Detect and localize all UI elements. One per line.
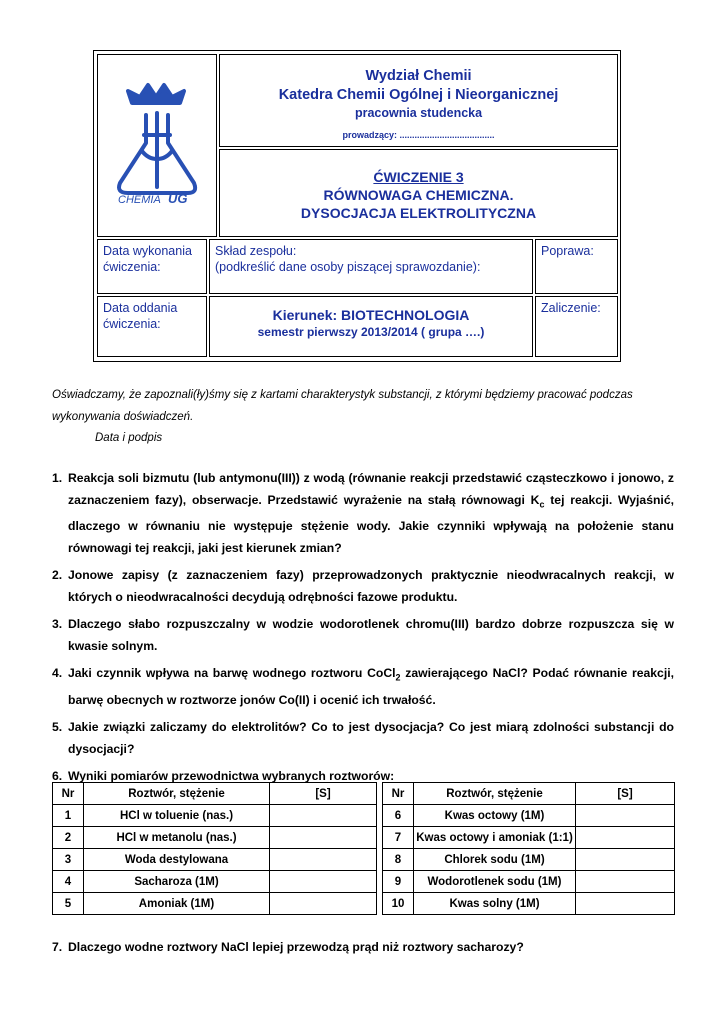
- row-number: 1: [53, 805, 84, 827]
- header-nr: Nr: [53, 783, 84, 805]
- solution-name: Chlorek sodu (1M): [414, 849, 576, 871]
- conductivity-value-cell[interactable]: [576, 871, 675, 893]
- solution-name: HCl w metanolu (nas.): [84, 827, 270, 849]
- conductivity-value-cell[interactable]: [270, 849, 377, 871]
- exercise-title-1: RÓWNOWAGA CHEMICZNA.: [323, 187, 514, 203]
- question-number: 5.: [52, 719, 63, 734]
- question-number: 7.: [52, 940, 63, 954]
- logo-text-bold: UG: [168, 191, 188, 206]
- table-row: [53, 871, 675, 893]
- question-1: [52, 467, 674, 559]
- header-solution: Roztwór, stężenie: [84, 783, 270, 805]
- chemia-ug-logo: [98, 55, 216, 236]
- question-4-text-b: zawierającego NaCl? Podać równanie reakcji, barwę obecnych w roztworze jonów Co(II) i ocenić ich trwałość.: [68, 666, 674, 707]
- conductivity-value-cell[interactable]: [270, 871, 377, 893]
- department-name: Katedra Chemii Ogólnej i Nieorganicznej: [278, 87, 559, 103]
- question-1-text-a: Reakcja soli bizmutu (lub antymonu(III)) z wodą (równanie reakcji przedstawić cząsteczkowo i jonowo, z zaznaczeniem fazy), obserwacje. Przedstawić wyrażenie na stałą równowagi K: [68, 471, 674, 507]
- lab-name: pracownia studencka: [354, 106, 483, 120]
- team-label-1: Skład zespołu:: [215, 244, 297, 258]
- date-submission-label-1: Data oddania: [103, 301, 178, 315]
- solution-name: Sacharoza (1M): [84, 871, 270, 893]
- solution-name: HCl w toluenie (nas.): [84, 805, 270, 827]
- conductivity-value-cell[interactable]: [576, 849, 675, 871]
- header-siemens: [S]: [270, 783, 377, 805]
- question-2-text: Jonowe zapisy (z zaznaczeniem fazy) przeprowadzonych praktycznie nieodwracalnych reakcji, w których o nieodwracalności decydują odrębności fazowe produktu.: [68, 568, 674, 605]
- table-row: [53, 827, 675, 849]
- direction-cell: [209, 296, 533, 357]
- direction-title: Kierunek: BIOTECHNOLOGIA: [272, 307, 470, 323]
- exercise-number: ĆWICZENIE 3: [373, 169, 464, 185]
- lead-label: prowadzący:: [342, 130, 397, 140]
- conductivity-value-cell[interactable]: [270, 805, 377, 827]
- row-number: 2: [53, 827, 84, 849]
- conductivity-value-cell[interactable]: [576, 827, 675, 849]
- question-7: [52, 936, 674, 958]
- table-header-row: [53, 783, 675, 805]
- question-3: [52, 613, 674, 657]
- solution-name: Kwas solny (1M): [414, 893, 576, 915]
- statement-line-2: wykonywania doświadczeń.: [52, 411, 194, 423]
- row-number: 6: [383, 805, 414, 827]
- conductivity-value-cell[interactable]: [270, 827, 377, 849]
- row-number: 8: [383, 849, 414, 871]
- question-5: [52, 716, 674, 760]
- header-frame: [93, 50, 621, 362]
- table-row: [53, 849, 675, 871]
- correction-cell: [535, 239, 618, 294]
- team-label-2: (podkreślić dane osoby piszącej sprawozdanie):: [215, 260, 481, 274]
- conductivity-value-cell[interactable]: [576, 805, 675, 827]
- solution-name: Woda destylowana: [84, 849, 270, 871]
- date-execution-label-2: ćwiczenia:: [103, 260, 161, 274]
- statement-line-1: Oświadczamy, że zapoznali(ły)śmy się z kartami charakterystyk substancji, z którymi będziemy pracować podczas: [52, 389, 633, 401]
- question-list: [52, 467, 674, 787]
- question-number: 2.: [52, 568, 63, 583]
- logo-text: CHEMIA: [118, 194, 161, 206]
- table-row: [53, 805, 675, 827]
- date-execution-cell: [97, 239, 207, 294]
- question-1-text-b: tej reakcji. Wyjaśnić, dlaczego w równaniu nie występuje stężenie wody. Jakie czynniki wpływają na położenie stanu równowagi tej reakcji, jaki jest kierunek zmian?: [68, 493, 674, 556]
- question-number: 3.: [52, 617, 63, 632]
- header-nr: Nr: [383, 783, 414, 805]
- row-number: 3: [53, 849, 84, 871]
- solution-name: Kwas octowy (1M): [414, 805, 576, 827]
- row-number: 9: [383, 871, 414, 893]
- date-execution-label-1: Data wykonania: [103, 244, 192, 258]
- table-row: [53, 893, 675, 915]
- question-7-text: Dlaczego wodne roztwory NaCl lepiej przewodzą prąd niż roztwory sacharozy?: [68, 940, 524, 954]
- question-4-text-a: Jaki czynnik wpływa na barwę wodnego roztworu CoCl: [68, 666, 396, 681]
- header-solution: Roztwór, stężenie: [414, 783, 576, 805]
- team-cell: [209, 239, 533, 294]
- faculty-name: Wydział Chemii: [365, 68, 472, 84]
- question-3-text: Dlaczego słabo rozpuszczalny w wodzie wodorotlenek chromu(III) bardzo dobrze rozpuszcza się w kwasie solnym.: [68, 617, 674, 654]
- solution-name: Wodorotlenek sodu (1M): [414, 871, 576, 893]
- conductivity-value-cell[interactable]: [576, 893, 675, 915]
- row-number: 5: [53, 893, 84, 915]
- solution-name: Kwas octowy i amoniak (1:1): [414, 827, 576, 849]
- semester-info: semestr pierwszy 2013/2014 ( grupa ….): [257, 325, 485, 339]
- row-number: 4: [53, 871, 84, 893]
- signature-label: Data i podpis: [95, 432, 163, 444]
- lead-line: [220, 130, 617, 140]
- logo-cell: [97, 54, 217, 237]
- exercise-cell: [219, 149, 618, 237]
- question-5-text: Jakie związki zaliczamy do elektrolitów? Co to jest dysocjacja? Co jest miarą zdolności substancji do dysocjacji?: [68, 719, 674, 756]
- row-number: 7: [383, 827, 414, 849]
- question-4-subscript: 2: [395, 672, 401, 683]
- conductivity-value-cell[interactable]: [270, 893, 377, 915]
- date-submission-label-2: ćwiczenia:: [103, 317, 161, 331]
- conductivity-table: [52, 782, 675, 915]
- question-6-text: Wyniki pomiarów przewodnictwa wybranych roztworów:: [68, 768, 395, 783]
- title-cell: [219, 54, 618, 147]
- exercise-title-2: DYSOCJACJA ELEKTROLITYCZNA: [300, 205, 537, 221]
- pass-cell: [535, 296, 618, 357]
- date-submission-cell: [97, 296, 207, 357]
- pass-label: Zaliczenie:: [541, 301, 601, 315]
- row-number: 10: [383, 893, 414, 915]
- question-4: [52, 662, 674, 710]
- header-siemens: [S]: [576, 783, 675, 805]
- question-number: 1.: [52, 471, 63, 485]
- question-1-subscript: c: [539, 499, 545, 510]
- question-number: 6.: [52, 768, 63, 783]
- question-number: 4.: [52, 666, 63, 681]
- lead-value: ......................................: [399, 130, 495, 140]
- solution-name: Amoniak (1M): [84, 893, 270, 915]
- question-2: [52, 564, 674, 608]
- correction-label: Poprawa:: [541, 244, 594, 258]
